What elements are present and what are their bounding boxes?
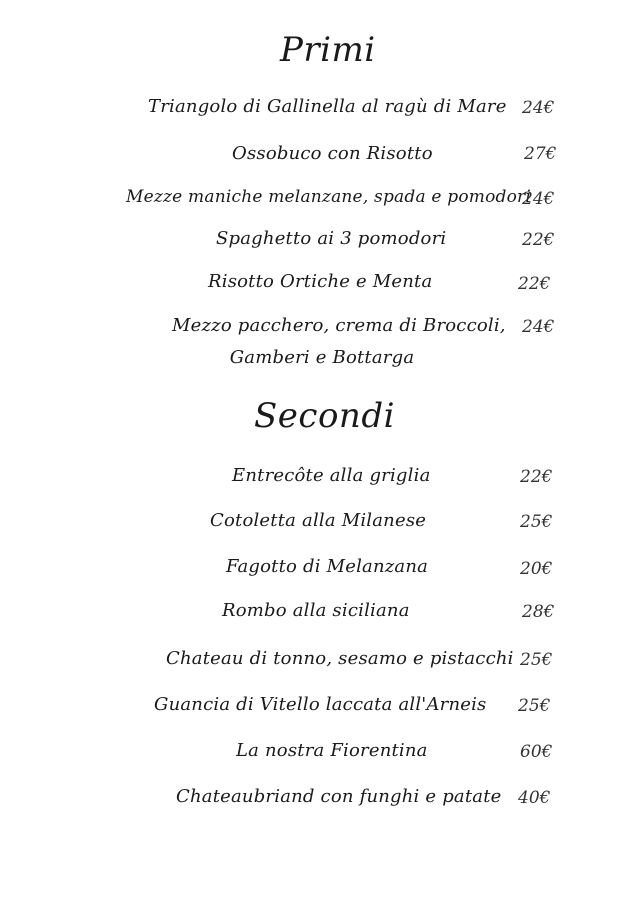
dish-name: Triangolo di Gallinella al ragù di Mare [148, 96, 507, 117]
dish-price: 60€ [520, 742, 553, 762]
primi-title: Primi [280, 30, 376, 70]
dish-price: 40€ [518, 788, 551, 808]
dish-price: 22€ [518, 274, 551, 294]
secondi-title: Secondi [254, 396, 395, 436]
dish-price: 25€ [520, 650, 553, 670]
dish-name: Entrecôte alla griglia [232, 465, 431, 486]
dish-price: 24€ [522, 98, 555, 118]
dish-name: Chateau di tonno, sesamo e pistacchi [166, 648, 514, 669]
dish-price: 27€ [524, 144, 557, 164]
dish-name: Cotoletta alla Milanese [210, 510, 427, 531]
dish-price: 24€ [522, 317, 555, 337]
dish-price: 22€ [520, 467, 553, 487]
dish-name: La nostra Fiorentina [236, 740, 428, 761]
dish-name-multiline [172, 310, 506, 374]
dish-name-line: Gamberi e Bottarga [229, 347, 415, 368]
dish-price: 25€ [520, 512, 553, 532]
dish-price: 20€ [520, 559, 553, 579]
dish-price: 24€ [522, 189, 555, 209]
dish-name: Guancia di Vitello laccata all'Arneis [154, 694, 487, 715]
dish-name: Rombo alla siciliana [222, 600, 410, 621]
dish-price: 25€ [518, 696, 551, 716]
dish-name: Spaghetto ai 3 pomodori [216, 228, 447, 249]
dish-price: 22€ [522, 230, 555, 250]
dish-name: Ossobuco con Risotto [232, 143, 433, 164]
dish-name: Risotto Ortiche e Menta [208, 271, 433, 292]
dish-name: Fagotto di Melanzana [226, 556, 429, 577]
dish-name: Chateaubriand con funghi e patate [176, 786, 502, 807]
dish-name: Mezze maniche melanzane, spada e pomodori [126, 187, 532, 207]
dish-name-line: Mezzo pacchero, crema di Broccoli, [172, 315, 506, 336]
dish-price: 28€ [522, 602, 555, 622]
